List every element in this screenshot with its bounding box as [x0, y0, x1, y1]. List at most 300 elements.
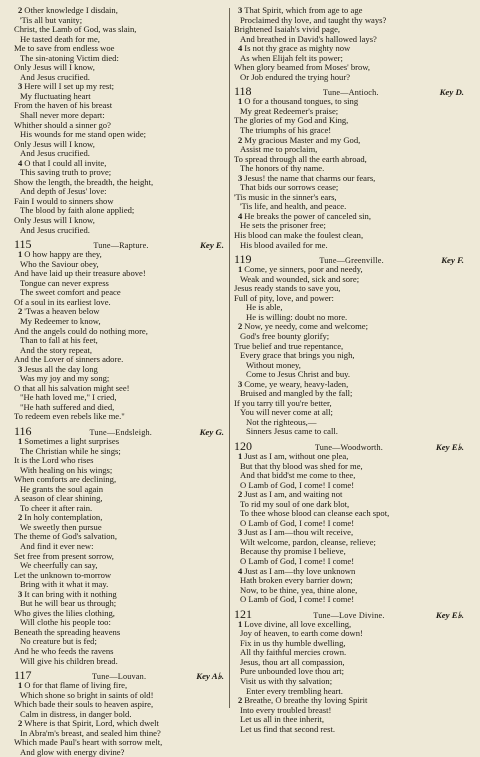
verse-text: Fix in us thy humble dwelling, — [240, 638, 346, 648]
verse-text: Which shone so bright in saints of old! — [20, 690, 154, 700]
verse-text: All thy faithful mercies crown. — [240, 648, 347, 658]
verse-text: Now, to be thine, yea, thine alone, — [240, 585, 358, 595]
verse-line — [14, 250, 226, 260]
verse-line — [234, 136, 466, 146]
verse-text: Bruised and mangled by the fall; — [240, 389, 353, 399]
stanza — [234, 380, 466, 437]
verse-text: Shall never more depart: — [20, 111, 105, 121]
verse-text: The honors of thy name. — [240, 164, 325, 174]
stanza — [234, 44, 466, 82]
verse-line — [14, 437, 226, 447]
verse-number: 4 — [18, 158, 23, 168]
verse-number: 2 — [238, 696, 243, 706]
verse-text: To redeem even rebels like me." — [14, 412, 125, 422]
verse-line — [14, 590, 226, 600]
verse-number: 2 — [18, 719, 23, 729]
verse-text: You will never come at all; — [240, 408, 333, 418]
verse-number: 3 — [238, 528, 243, 538]
verse-line — [234, 275, 466, 285]
verse-number: 2 — [238, 322, 243, 332]
hymn-number: 121 — [234, 606, 252, 621]
verse-text: Not the righteous,— — [246, 417, 317, 427]
hymn-key: Key A♭. — [196, 671, 224, 682]
verse-number: 1 — [238, 265, 243, 275]
stanza — [234, 174, 466, 212]
verse-text: Sinners Jesus came to call. — [246, 427, 338, 437]
verse-text: From the haven of his breast — [14, 101, 113, 111]
verse-line — [14, 504, 226, 514]
verse-line — [234, 361, 466, 371]
hymn-number: 118 — [234, 84, 252, 99]
verse-line — [234, 241, 466, 251]
verse-line — [234, 54, 466, 64]
stanza — [234, 212, 466, 250]
verse-text: Where is that Spirit, Lord, which dwelt — [24, 719, 159, 729]
verse-line — [234, 677, 466, 687]
stanza — [14, 307, 226, 364]
verse-line — [14, 149, 226, 159]
verse-text: O that all his salvation might see! — [14, 383, 130, 393]
verse-line — [14, 44, 226, 54]
hymn-number: 120 — [234, 438, 252, 453]
tune-name: Tune—Louvan. — [92, 672, 147, 682]
verse-text: "He hath loved me," I cried, — [20, 393, 117, 403]
verse-text: Just as I am, and waiting not — [244, 490, 343, 500]
verse-line — [234, 427, 466, 437]
verse-text: Love divine, all love excelling, — [244, 619, 352, 629]
verse-text: Come, ye weary, heavy-laden, — [244, 379, 349, 389]
verse-text: Beneath the spreading heavens — [14, 627, 121, 637]
verse-text: When comforts are declining, — [14, 475, 117, 485]
verse-line — [14, 571, 226, 581]
verse-number: 2 — [18, 513, 23, 523]
verse-line — [14, 269, 226, 279]
stanza — [14, 590, 226, 666]
verse-line — [234, 725, 466, 735]
verse-text: 'Twas a heaven below — [24, 307, 100, 317]
verse-line — [14, 298, 226, 308]
verse-text: Who the Saviour obey, — [20, 259, 99, 269]
verse-line — [234, 183, 466, 193]
verse-text: We sweetly then pursue — [20, 522, 102, 532]
verse-text: He sets the prisoner free; — [240, 221, 326, 231]
verse-line — [14, 374, 226, 384]
verse-line — [14, 159, 226, 169]
tune-name: Tune—Endsleigh. — [89, 427, 153, 437]
verse-text: When glory beamed from Moses' brow, — [234, 63, 371, 73]
verse-text: Is not thy grace as mighty now — [244, 44, 351, 54]
verse-line — [14, 178, 226, 188]
verse-line — [14, 168, 226, 178]
verse-number: 1 — [238, 451, 243, 461]
verse-text: And that bidd'st me come to thee, — [240, 471, 356, 481]
verse-text: O that I could all invite, — [24, 158, 107, 168]
verse-line — [14, 384, 226, 394]
verse-text: Christ, the Lamb of God, was slain, — [14, 25, 137, 35]
verse-text: O how happy are they, — [24, 250, 102, 260]
verse-number: 3 — [18, 589, 23, 599]
verse-line — [234, 471, 466, 481]
verse-line — [234, 16, 466, 26]
stanza — [234, 97, 466, 135]
tune-name: Tune—Woodworth. — [314, 442, 384, 452]
verse-line — [234, 380, 466, 390]
hymn-number: 117 — [14, 668, 32, 683]
verse-line — [14, 121, 226, 131]
verse-line — [14, 561, 226, 571]
verse-line — [14, 637, 226, 647]
verse-line — [14, 447, 226, 457]
verse-line — [234, 44, 466, 54]
verse-text: No creature but is fed; — [20, 637, 97, 647]
verse-text: The Christian while he sings; — [20, 446, 121, 456]
verse-text: O Lamb of God, I come! I come! — [240, 556, 355, 566]
verse-text: 'Tis life, and health, and peace. — [240, 202, 347, 212]
verse-line — [234, 648, 466, 658]
verse-text: The glories of my God and King, — [234, 116, 349, 126]
hymn-number: 119 — [234, 252, 252, 267]
verse-text: But he will bear us through; — [20, 599, 117, 609]
verse-text: O Lamb of God, I come! I come! — [240, 595, 355, 605]
verse-line — [234, 351, 466, 361]
verse-text: Other knowledge I disdain, — [24, 6, 118, 15]
verse-line — [14, 111, 226, 121]
verse-text: Which bade their souls to heaven aspire, — [14, 700, 154, 710]
hymn-key: Key E. — [200, 240, 224, 251]
verse-line — [234, 107, 466, 117]
verse-line — [14, 748, 226, 757]
verse-line — [234, 586, 466, 596]
verse-text: It is the Lord who rises — [14, 456, 94, 466]
verse-line — [234, 294, 466, 304]
stanza — [234, 620, 466, 696]
verse-line — [234, 389, 466, 399]
verse-text: Who gives the lilies clothing, — [14, 608, 115, 618]
verse-text: And have laid up their treasure above! — [14, 269, 146, 279]
verse-line — [14, 130, 226, 140]
verse-line — [234, 313, 466, 323]
verse-line — [234, 25, 466, 35]
verse-text: Jesus, thou art all compassion, — [240, 657, 345, 667]
stanza — [14, 681, 226, 719]
verse-text: And breathed in David's hallowed lays? — [240, 34, 377, 44]
verse-line — [234, 715, 466, 725]
stanza — [234, 567, 466, 605]
verse-text: And the story repeat, — [20, 345, 93, 355]
verse-line — [14, 628, 226, 638]
verse-text: God's free bounty glorify; — [240, 331, 330, 341]
verse-text: He is able, — [246, 303, 283, 313]
verse-line — [14, 54, 226, 64]
verse-text: Jesus ready stands to save you, — [234, 284, 341, 294]
verse-line — [14, 82, 226, 92]
verse-line — [14, 618, 226, 628]
verse-line — [14, 691, 226, 701]
verse-line — [14, 187, 226, 197]
stanza — [14, 159, 226, 235]
verse-text: Whither should a sinner go? — [14, 120, 111, 130]
verse-number: 3 — [238, 6, 243, 15]
verse-number: 1 — [238, 97, 243, 107]
verse-line — [234, 342, 466, 352]
verse-text: And the Lover of sinners adore. — [14, 355, 124, 365]
verse-number: 4 — [238, 44, 243, 54]
tune-name: Tune—Antioch. — [322, 88, 379, 98]
verse-text: And the angels could do nothing more, — [14, 326, 148, 336]
verse-text: Visit us with thy salvation; — [240, 677, 333, 686]
verse-line — [14, 327, 226, 337]
verse-line — [14, 216, 226, 226]
verse-number: 1 — [18, 436, 23, 446]
verse-line — [234, 35, 466, 45]
verse-text: My great Redeemer's praise; — [240, 106, 339, 116]
verse-text: Just as I am, without one plea, — [244, 451, 349, 461]
verse-text: And find it ever new: — [20, 541, 94, 551]
stanza — [14, 250, 226, 307]
verse-text: His blood availed for me. — [240, 240, 328, 250]
stanza — [234, 490, 466, 528]
verse-text: Weak and wounded, sick and sore; — [240, 274, 360, 284]
verse-text: That bids our sorrows cease; — [240, 183, 339, 193]
verse-text: Every grace that brings you nigh, — [240, 351, 355, 361]
verse-number: 1 — [18, 250, 23, 260]
verse-line — [234, 418, 466, 428]
verse-number: 3 — [238, 379, 243, 389]
verse-text: To spread through all the earth abroad, — [234, 154, 367, 164]
verse-line — [14, 456, 226, 466]
verse-line — [234, 639, 466, 649]
verse-number: 4 — [238, 211, 243, 221]
tune-name: Tune—Love Divine. — [313, 610, 385, 620]
verse-line — [14, 355, 226, 365]
verse-text: Let the unknown to-morrow — [14, 570, 112, 580]
verse-text: Sometimes a light surprises — [24, 436, 120, 446]
verse-line — [234, 595, 466, 605]
verse-text: Proclaimed thy love, and taught thy ways? — [240, 15, 387, 25]
verse-line — [14, 719, 226, 729]
verse-text: The blood by faith alone applied; — [20, 206, 135, 216]
verse-text: To rid my soul of one dark blot, — [240, 499, 350, 509]
verse-line — [14, 92, 226, 102]
verse-text: In holy contemplation, — [24, 513, 103, 523]
verse-text: And he who feeds the ravens — [14, 647, 114, 656]
verse-line — [234, 212, 466, 222]
verse-line — [234, 145, 466, 155]
verse-text: Full of pity, love, and power: — [234, 293, 334, 303]
verse-text: My Redeemer to know, — [20, 316, 101, 326]
verse-line — [14, 475, 226, 485]
verse-text: Me to save from endless woe — [14, 44, 115, 54]
verse-text: Only Jesus will I know, — [14, 63, 95, 73]
verse-text: And Jesus crucified. — [20, 149, 90, 159]
verse-text: O for that flame of living fire, — [24, 681, 128, 691]
verse-line — [14, 35, 226, 45]
hymn-key: Key E♭. — [435, 609, 464, 620]
hymn-header — [234, 252, 466, 265]
verse-text: 'Tis all but vanity; — [20, 15, 83, 25]
verse-line — [234, 126, 466, 136]
verse-line — [234, 155, 466, 165]
verse-text: Fain I would to sinners show — [14, 196, 114, 206]
verse-text: And Jesus crucified. — [20, 72, 90, 82]
verse-line — [234, 63, 466, 73]
verse-line — [234, 284, 466, 294]
verse-line — [14, 657, 226, 667]
verse-text: But that thy blood was shed for me, — [240, 461, 363, 471]
verse-line — [234, 116, 466, 126]
verse-text: He is willing: doubt no more. — [246, 312, 348, 322]
verse-text: If you tarry till you're better, — [234, 398, 332, 408]
verse-line — [234, 658, 466, 668]
stanza — [234, 265, 466, 322]
verse-line — [234, 164, 466, 174]
verse-line — [234, 557, 466, 567]
verse-number: 2 — [238, 490, 243, 500]
verse-line — [14, 101, 226, 111]
verse-line — [234, 696, 466, 706]
verse-line — [234, 303, 466, 313]
verse-line — [14, 729, 226, 739]
verse-line — [14, 140, 226, 150]
verse-text: Pure unbounded love thou art; — [240, 667, 345, 677]
verse-text: And depth of Jesus' love: — [20, 187, 107, 197]
verse-text: Only Jesus will I know, — [14, 216, 95, 226]
hymn-key: Key F. — [441, 255, 464, 266]
verse-text: Jesus all the day long — [24, 364, 98, 374]
verse-line — [14, 307, 226, 317]
stanza — [234, 452, 466, 490]
verse-line — [234, 481, 466, 491]
stanza — [234, 696, 466, 734]
verse-line — [234, 322, 466, 332]
stanza — [234, 6, 466, 44]
verse-text: Of a soul in its earliest love. — [14, 297, 111, 307]
verse-line — [234, 706, 466, 716]
right-column — [234, 6, 466, 734]
stanza — [14, 719, 226, 757]
verse-text: And glow with energy divine? — [20, 747, 125, 757]
verse-text: Was my joy and my song; — [20, 374, 110, 384]
verse-text: Only Jesus will I know, — [14, 139, 95, 149]
verse-text: O for a thousand tongues, to sing — [244, 97, 359, 107]
verse-text: My fluctuating heart — [20, 91, 91, 101]
hymn-header — [14, 424, 226, 437]
verse-text: Will give his children bread. — [20, 656, 118, 666]
verse-line — [14, 542, 226, 552]
verse-text: His wounds for me stand open wide; — [20, 130, 147, 140]
hymn-header — [234, 607, 466, 620]
verse-line — [234, 370, 466, 380]
verse-text: The sin-atoning Victim died: — [20, 53, 119, 63]
verse-text: Or Job endured the trying hour? — [240, 72, 351, 82]
verse-line — [234, 231, 466, 241]
verse-line — [234, 174, 466, 184]
verse-line — [14, 523, 226, 533]
verse-line — [234, 509, 466, 519]
stanza — [14, 365, 226, 422]
verse-line — [234, 667, 466, 677]
verse-text: To cheer it after rain. — [20, 503, 93, 513]
verse-text: Joy of heaven, to earth come down! — [240, 629, 363, 639]
verse-line — [14, 288, 226, 298]
verse-text: Enter every trembling heart. — [246, 686, 343, 696]
verse-number: 3 — [18, 364, 23, 374]
verse-line — [14, 6, 226, 16]
verse-line — [14, 336, 226, 346]
verse-line — [234, 265, 466, 275]
verse-line — [14, 393, 226, 403]
verse-line — [234, 6, 466, 16]
verse-text: A season of clear shining, — [14, 494, 103, 504]
verse-text: The sweet comfort and peace — [20, 288, 121, 298]
verse-text: Now, ye needy, come and welcome; — [244, 322, 368, 332]
verse-line — [234, 97, 466, 107]
stanza — [14, 6, 226, 82]
hymn-number: 115 — [14, 237, 32, 252]
verse-text: The triumphs of his grace! — [240, 126, 332, 136]
verse-text: Into every troubled breast! — [240, 705, 332, 715]
left-column — [14, 6, 226, 757]
verse-line — [234, 519, 466, 529]
verse-line — [14, 580, 226, 590]
verse-text: True belief and true repentance, — [234, 341, 344, 351]
verse-line — [14, 485, 226, 495]
verse-line — [234, 687, 466, 697]
verse-number: 3 — [238, 173, 243, 183]
verse-line — [14, 532, 226, 542]
verse-text: Will clothe his people too: — [20, 618, 111, 628]
verse-text: Let us all in thee inherit, — [240, 715, 325, 725]
hymn-number: 116 — [14, 423, 32, 438]
verse-line — [14, 73, 226, 83]
verse-number: 2 — [18, 6, 23, 15]
verse-text: Come, ye sinners, poor and needy, — [244, 265, 363, 275]
verse-text: His blood can make the foulest clean, — [234, 231, 364, 241]
verse-text: Wilt welcome, pardon, cleanse, relieve; — [240, 537, 376, 547]
verse-text: Here will I set up my rest; — [24, 82, 115, 92]
verse-line — [234, 452, 466, 462]
hymn-header — [234, 84, 466, 97]
verse-text: To thee whose blood can cleanse each spot, — [240, 509, 390, 519]
stanza — [234, 528, 466, 566]
verse-line — [14, 494, 226, 504]
verse-line — [234, 547, 466, 557]
verse-text: My gracious Master and my God, — [244, 135, 361, 145]
stanza — [14, 82, 226, 158]
verse-line — [14, 197, 226, 207]
verse-line — [14, 738, 226, 748]
hymn-key: Key D. — [439, 87, 464, 98]
verse-line — [234, 462, 466, 472]
verse-text: Calm in distress, in danger bold. — [20, 709, 132, 719]
verse-text: Show the length, the breadth, the height, — [14, 177, 154, 187]
verse-text: Just as I am—thou wilt receive, — [244, 528, 354, 538]
verse-text: He breaks the power of canceled sin, — [244, 211, 372, 221]
verse-text: He tasted death for me, — [20, 34, 100, 44]
verse-number: 1 — [18, 681, 23, 691]
verse-line — [14, 609, 226, 619]
verse-number: 3 — [18, 82, 23, 92]
verse-text: The theme of God's salvation, — [14, 532, 117, 542]
verse-line — [14, 16, 226, 26]
hymn-key: Key G. — [199, 426, 224, 437]
verse-text: Tongue can never express — [20, 278, 109, 288]
hymn-header — [14, 668, 226, 681]
hymn-header — [234, 439, 466, 452]
verse-text: In Abra'm's breast, and sealed him thine? — [20, 728, 161, 738]
verse-text: This saving truth to prove; — [20, 168, 112, 178]
verse-line — [14, 260, 226, 270]
